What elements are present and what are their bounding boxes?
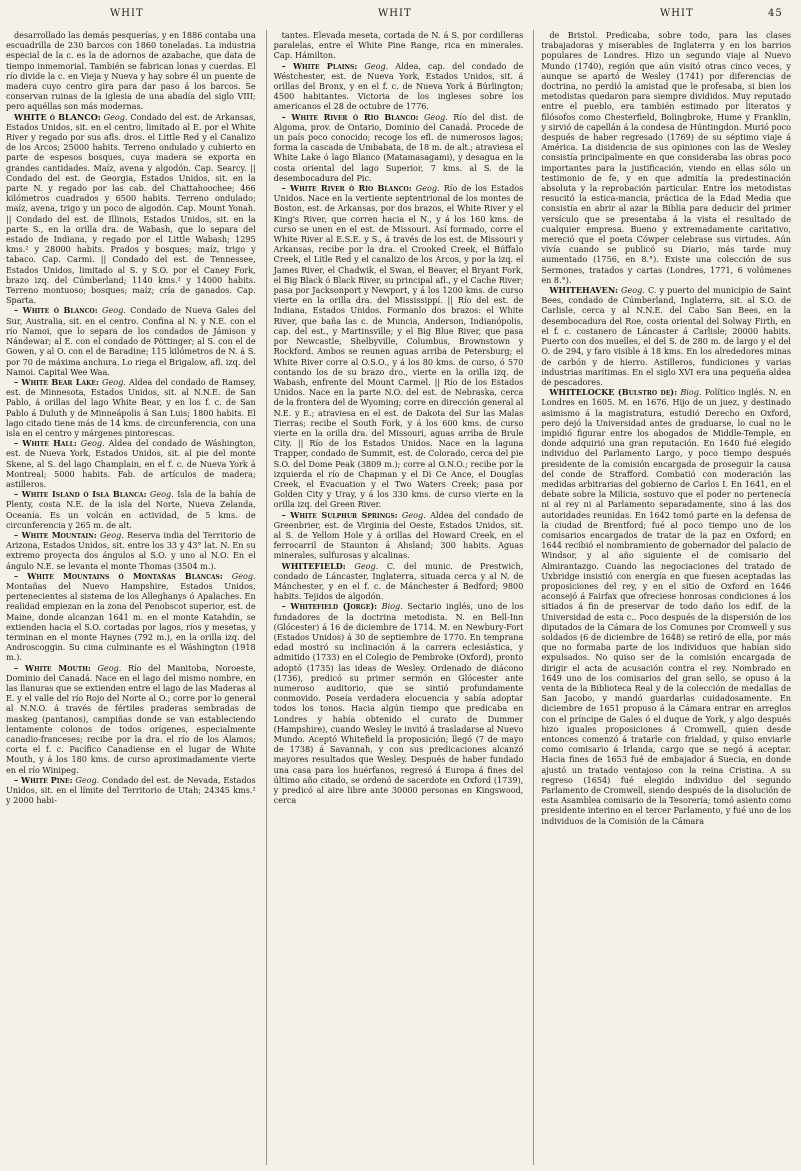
entry-headword: – White Sulphur Springs:	[281, 509, 398, 520]
entry-category: Geog.	[80, 438, 105, 449]
dictionary-entry	[6, 489, 256, 530]
dictionary-entry	[274, 510, 524, 561]
entry-category: Biog.	[381, 601, 403, 612]
column-right	[533, 30, 791, 1165]
dictionary-entry	[541, 387, 791, 826]
entry-text: Aldea, cap. del condado de Wéstchester, est. de Nueva York, Estados Unidos, sit. á orillas del Bronx, y en el f. c. de Nueva York á Búrlington; 4500 habitantes. Victoria de los ingleses sobre los americanos el 28 de octubre de 1776.	[273, 60, 524, 112]
entry-headword: – White ó Blanco:	[14, 305, 98, 316]
dictionary-entry	[274, 183, 524, 510]
entry-category: Geog.	[621, 285, 645, 296]
entry-text: Reserva india del Territorio de Arizona, Estados Unidos, sit. entre los 33 y 43° lat. N. En su extremo proyecta dos ángulos al S.O. y uno al N.O. En el ángulo N.E. se levanta el monte Thomas (3504 m.).	[6, 529, 256, 571]
entry-category: Geog.	[102, 305, 126, 316]
entry-headword: – Whitefield (Jorge):	[281, 601, 378, 612]
entry-text: Montañas del Nuevo Hampshire, Estados Unidos, pertenecientes al sistema de los Alleghanys ó Apalaches. En realidad empiezan en la zona del Penobscot superior, est. de Maine, donde alcanzan 1641 m. en el monte Katahdin, se extienden hacia el S.O. cortadas por lagos, ríos y mesetas, y terminan en el monte Haynes (792 m.), en la orilla izq. del Androscoggin. Su cima culminante es el Wáshington (1918 m.).	[6, 580, 256, 663]
header-right: WHIT	[660, 8, 694, 19]
entry-category: Geog.	[231, 570, 256, 581]
entry-text: C. del munic. de Prestwich, condado de Láncaster, Inglaterra, situada cerca y al N. de Mánchester, y en el f. c. de Mánchester á Bedford; 9800 habits. Tejidos de algodón.	[273, 560, 524, 602]
entry-text: Isla de la bahía de Plenty, costa N.E. de la isla del Norte, Nueva Zelanda, Oceanía. Es un volcán en actividad, de 5 kms. de circunferencia y 265 m. de alt.	[6, 489, 256, 530]
entry-headword: – White Bear Lake:	[14, 376, 99, 387]
entry-headword: – White Mouth:	[14, 662, 91, 673]
entry-text: Condado del est. de Arkansas, Estados Unidos, sit. en el centro, limitado al E. por el White River y regado por sus afls. dros. el Little Red y el Canalizo de los Arcos; 25000 habits. Terreno ondulado y cubierto en parte de espesos bosques, cuya madera se exporta en grandes cantidades. Maíz, avena y algodón. Cap. Searcy. || Condado del est. de Georgia, Estados Unidos, sit. en la parte N. y regado por las cab. del Chattahoochee; 466 kilómetros cuadrados y 6500 habits. Terreno ondulado; maíz, avena, trigo y un poco de algodón. Cap. Mount Yonah. || Condado del est. de Illinois, Estados Unidos, sit. en la parte S., en la orilla dra. de Wabash, que lo separa del estado de Indiana, y regado por el Little Wabash; 1295 kms.² y 28000 habits. Prados y bosques; maíz, trigo y tabaco. Cap. Carmi. || Condado del est. de Tennessee, Estados Unidos, limitado al S. y S.O. por el Caney Fork, brazo izq. del Cúmberland; 1140 kms.² y 14000 habits. Terreno montuoso; bosques; maíz; cría de ganados. Cap. Sparta.	[6, 111, 256, 306]
column-middle	[266, 30, 524, 1165]
dictionary-entry	[6, 438, 256, 489]
entry-category: Geog.	[423, 111, 448, 122]
entry-headword: – White River ó Río Blanco:	[281, 183, 412, 194]
entry-headword: – White Hall:	[14, 438, 77, 449]
entry-category: Geog.	[401, 509, 426, 520]
entry-category: Geog.	[75, 774, 100, 785]
dictionary-entry	[274, 601, 524, 805]
dictionary-entry	[274, 61, 524, 112]
entry-category: Biog.	[680, 387, 702, 398]
header-center: WHIT	[378, 8, 412, 19]
dictionary-entry	[6, 663, 256, 775]
entry-category: Geog.	[103, 111, 128, 122]
entry-category: Geog.	[415, 183, 440, 194]
entry-text: Aldea del condado de Greenbrier, est. de Virginia del Oeste, Estados Unidos, sit. al S. de Yellom Hole y á orillas del Howard Creek, en el ferrocarril de Staunton á Ahsland; 300 habits. Aguas minerales, sulfurosas y alcalinas.	[273, 509, 524, 561]
entry-text: Político inglés. N. en Londres en 1605. M. en 1676. Hijo de un juez, y destinado asimismo á la magistratura, estudió Derecho en Oxford, pero dejó la Universidad antes de graduarse, lo cual no le impidió figurar entre los abogados de Middle-Temple, en donde adquirió una gran reputación. En 1640 fué elegido individuo del Parlamento Largo, y poco tiempo después presidente de la comisión encargada de proseguir la causa del conde de Strafford. Combatió con moderación las medidas arbitrarias del gobierno de Carlos I. En 1641, en el debate sobre la Milicia, sostuvo que el poder no pertenecía ni al rey ni al Parlamento separadamente, sino á las dos autoridades reunidas. En 1642 tomó parte en la defensa de la ciudad de Brentford; fué al poco tiempo uno de los comisarios encargados de tratar de la paz en Oxford; en 1644 recibió el nombramiento de gobernador del palacio de Windsor, y al año siguiente el de comisario del Almirantazgo. Cuando las negociaciones del tratado de Uxbridge insistió con energía en que fuesen aceptadas las proposiciones del rey, y en el sitio de Oxford en 1646 aconsejó á Fairfax que ofreciese honrosas condiciones á los sitiados á fin de preservar de todo daño los edif. de la Universidad de esta c.. Poco después de la dispersión de los diputados de la Cámara de los Comunes por Cromwell y sus soldados (6 de diciembre de 1648) se retiró de ella, por más que no formaba parte de los individuos que habían sido expulsados. No quiso ser de la comisión encargada de dirigir el acta de acusación contra el rey. Nombrado en 1649 uno de los comisarios del gran sello, se opuso á la venta de la Biblioteca Real y de la colección de medallas de San Jacobo, y mandó guardarlas cuidadosamente. En diciembre de 1651 propuso á la Cámara entrar en arreglos con el príncipe de Gales ó el duque de York, y algo después hizo iguales proposiciones á Cromwell, quien desde entonces comenzó á tratarle con frialdad, y quiso enviarle como comisario á Irlanda, cargo que se negó á aceptar. Hacia fines de 1653 fué de embajador á Suecia, en donde ajustó un tratado ventajoso con la reina Cristina. A su regreso (1654) fué elegido individuo del segundo Parlamento de Cromwell, siendo después de la disolución de esta Asamblea comisario de la Tesorería; tomó asiento como presidente interino en el tercer Parlamento, y fué uno de los individuos de la Comisión de la Cámara	[541, 387, 792, 826]
entry-category: Geog.	[149, 489, 174, 500]
entry-text: Condado de Nueva Gales del Sur, Australia, sit. en el centro. Confina al N. y N.E. con el río Namoi, que lo separa de los condados de Jámison y Nándewar; al E. con el condado de Pöttinger; al S. con el de Gowen, y al O. con el de Baradine; 115 kilómetros de N. á S. por 70 de máxima anchura. Lo riega el Brigalow, afl. izq. del Namoi. Capital Wee Waa.	[6, 305, 256, 377]
entry-category: Geog.	[102, 376, 126, 387]
entry-text: Condado del est. de Nevada, Estados Unidos, sit. en el límite del Territorio de Utah; 24345 kms.² y 2000 habi-	[6, 774, 256, 806]
entry-category: Geog.	[354, 560, 379, 571]
entry-headword: WHITEHAVEN:	[549, 285, 618, 296]
entry-category: Geog.	[99, 529, 124, 540]
dictionary-entry	[6, 112, 256, 306]
entry-category: Geog.	[364, 60, 389, 71]
column-left	[6, 30, 256, 1165]
dictionary-entry	[6, 571, 256, 663]
header-left: WHIT	[110, 8, 144, 19]
text-columns	[6, 30, 791, 1165]
entry-headword: WHITE ó BLANCO:	[14, 111, 101, 122]
entry-headword: – White Mountains ó Montañas Blancas:	[14, 570, 223, 581]
entry-headword: – White Island ó Isla Blanca:	[14, 489, 147, 500]
entry-text: Río del dist. de Algoma, prov. de Ontario, Dominio del Canadá. Procede de un país poco conocido; recoge los efl. de numerosos lagos; forma la cascada de Umbabata, de 18 m. de alt.; atraviesa el White Lake ó lago Blanco (Matamasagami), y desagua en la costa oriental del lago Superior, 7 kms. al S. de la desembocadura del Pic.	[273, 111, 524, 183]
entry-text: Río de los Estados Unidos. Nace en la vertiente septentrional de los montes de Boston, est. de Arkansas, por dos brazos, el White River y el King's River, que corren hacia el N., y á los 160 kms. de curso se unen en el est. de Missouri. Así formado, corre el White River al E.S.E. y S., á través de los est. de Missouri y Arkansas, recibe por la dra. el Crooked Creek, el Búffalo Creek, el Litle Red y el canalizo de los Arcos, y por la izq. el James River, el Chadwik, el Swan, el Beaver, el Bryant Fork, el Big Black ó Black River, su principal afl., y el Cache River; pasa por Jacksonport y Newport, y á los 1200 kms. de curso vierte en la orilla dra. del Mississippí. || Río del est. de Indiana, Estados Unidos. Formanlo dos brazos: el White River, que baña las c. de Muncia, Anderson, Indianópolis, cap. del est., y Martinsville; y el Big Blue River, que pasa por Newcastle, Shelbyville, Columbus, Brownstown y Rockford. Ambos se reunen aguas arriba de Petersburg; el White River corre al O.S.O., y á los 80 kms. de curso, ó 570 contando los de su brazo dro., vierte en la orilla izq. de Wabash, enfrente del Mount Carmel. || Río de los Estados Unidos. Nace en la parte N.O. del est. de Nebraska, cerca de la frontera del de Wyoming; corre en dirección general al N.E. y E.; atraviesa en el est. de Dakota del Sur las Malas Tierras; recibe el South Fork, y á los 600 kms. de curso vierte en la orilla dra. del Missouri, aguas arriba de Brule City. || Río de los Estados Unidos. Nace en la laguna Trapper, condado de Summit, est. de Colorado, cerca del pie S.O. del Dome Peak (3809 m.); corre al O.N.O.; recibe por la izquierda el río de Chapman y el Di Ce Ance, el Douglas Creek, el Evacuation y el Two Waters Creek; pasa por Golden City y Uray, y á los 330 kms. de curso vierte en la orilla izq. del Green River.	[273, 183, 524, 510]
dictionary-entry	[274, 112, 524, 183]
dictionary-entry	[6, 530, 256, 571]
entry-headword: – White Pine:	[14, 774, 73, 785]
entry-headword: – White River ó Río Blanco:	[281, 111, 419, 122]
dictionary-entry	[6, 305, 256, 376]
running-head	[0, 8, 801, 28]
entry-headword: – White Mountain:	[14, 529, 97, 540]
dictionary-entry	[274, 30, 524, 61]
dictionary-entry	[274, 561, 524, 602]
dictionary-entry	[6, 377, 256, 438]
page-number: 45	[768, 8, 783, 19]
entry-headword: – White Plains:	[281, 60, 358, 71]
entry-text: de Bristol. Predicaba, sobre todo, para las clases trabajadoras y miserables de Inglaterra y en los barrios populares de Londres. Hizo un segundo viaje al Nuevo Mundo (1740), región que aún visitó otras cinco veces, y aunque se apartó de Wesley (1741) por diferencias de doctrina, no perdió la amistad que le profesaba, si bien los metodistas quedaron para siempre divididos. Muy reputado entre el pueblo, era también estimado por literatos y filósofos como Chesterfield, Bolingbroke, Hume y Franklin, y sirvió de capellán á la condesa de Húntingdon. Murió poco después de haber regresado (1769) de su séptimo viaje á América. La disidencia de sus opiniones con las de Wesley consistía principalmente en que consideraba las obras poco importantes para la justificación, viendo en ellas sólo un testimonio de fe, y en que admitía la predestinación absoluta y la reprobación particular. Entre los metodistas resucitó la estica-mancia, práctica de la Edad Media que consistía en abrir al azar la Biblia para deducir del primer versículo que se presentaba á la vista el resultado de cualquier empresa. Bueno y extremadamente caritativo, mereció que el poeta Cówper celebrase sus virtudes. Aún vivía cuando se publicó su Diario, más tarde muy aumentado (1756, en 8.°). Existe una colección de sus Sermones, tratados y cartas (Londres, 1771, 6 volúmenes en 8.°).	[541, 30, 792, 285]
entry-text: Río del Manitoba, Noroeste, Dominio del Canadá. Nace en el lago del mismo nombre, en las llanuras que se extienden entre el lago de las Maderas al E. y el valle del río Rojo del Norte al O.; corre por lo general al N.N.O. á través de fértiles praderas sembradas de maskeg (pantanos), campiñas donde se van estableciendo lentamente colonos de todos orígenes, especialmente canadio-franceses; recibe por la dra. el río de los Álamos; corta el f. c. Pacífico Canadiense en el lugar de White Mouth, y á los 180 kms. de curso aproximadamente vierte en el río Winipeg.	[6, 662, 256, 775]
entry-text: tantes. Elevada meseta, cortada de N. á S. por cordilleras paralelas, entre el White Pine Range, rica en minerales. Cap. Hámilton.	[273, 30, 524, 61]
entry-text: Sectario inglés, uno de los fundadores de la doctrina metodista. N. en Bell-Inn (Glócester) á 16 de diciembre de 1714. M. en Newbury-Fort (Estados Unidos) á 30 de septiembre de 1770. En temprana edad mostró su inclinación á la carrera eclesiástica, y admitido (1733) en el Colegio de Pembroke (Oxford), pronto adoptó (1735) las ideas de Wesley. Ordenado de diácono (1736), predicó su primer sermón en Glócester ante numeroso auditorio, que se sintió profundamente conmovido. Poseía verdadera elocuencia y sabía adoptar todos los tonos. Hacia algún tiempo que predicaba en Londres y había obtenido el curato de Dummer (Hampshire), cuando Wesley le invitó á trasladarse al Nuevo Mundo. Aceptó Whitefield la proposición; llegó (7 de mayo de 1738) á Savannah, y con sus predicaciones alcanzó mayores resultados que Wesley. Después de haber fundado una casa para los huérfanos, regresó á Europa á fines del último año citado, se ordenó de sacerdote en Oxford (1739), y predicó al aire libre ante 30000 personas en Kingswood, cerca	[273, 601, 524, 806]
entry-headword: WHITEFIELD:	[281, 560, 346, 571]
entry-headword: WHITELOCKE (Bulstro de):	[549, 387, 678, 398]
dictionary-entry	[541, 285, 791, 387]
dictionary-entry	[541, 30, 791, 285]
entry-text: Aldea del condado de Wáshington, est. de Nueva York, Estados Unidos, sit. al pie del monte Skene, al S. del lago Champlain, en el f. c. de Nueva York á Montreal; 5000 habits. Fab. de artículos de madera; astilleros.	[6, 438, 256, 489]
dictionary-entry	[6, 30, 256, 112]
entry-text: desarrollado las demás pesquerías, y en 1886 contaba una escuadrilla de 230 barcos con 1860 toneladas. La industria especial de la c. es la de adornos de azabache, que data de tiempo inmemorial. También se fabrican lonas y cuerdas. El río divide la c. en Vieja y Nueva y hay sobre él un puente de madera cuyo centro gira para dar paso á los barcos. Se conservan ruinas de la iglesia de una abadía del siglo VIII; pero aquéllas son más modernas.	[6, 30, 256, 112]
entry-text: Aldea del condado de Ramsey, est. de Minnesota, Estados Unidos, sit. al N.N.E. de San Pablo, á orillas del lago White Bear, y en los f. c. de San Pablo á Duluth y de Minneápolis á San Luis; 1800 habits. El lago citado tiene más de 14 kms. de circunferencia, con una isla en el centro y márgenes pintorescas.	[6, 376, 256, 438]
entry-category: Geog.	[97, 662, 122, 673]
dictionary-entry	[6, 775, 256, 806]
entry-text: C. y puerto del municipio de Saint Bees, condado de Cúmberland, Inglaterra, sit. al S.O. de Carlisle, cerca y al N.N.E. del Cabo San Bees, en la desembocadura del Roe, costa oriental del Solway Firth, en el f. c. costanero de Láncaster á Carlisle; 20000 habits. Puerto con dos muelles, el del S. de 280 m. de largo y el del O. de 294, y faro visible á 18 kms. En los alrededores minas de carbón y de hierro. Astilleros, fundiciones y varias industrias marítimas. En el siglo XVI era una pequeña aldea de pescadores.	[541, 285, 792, 387]
